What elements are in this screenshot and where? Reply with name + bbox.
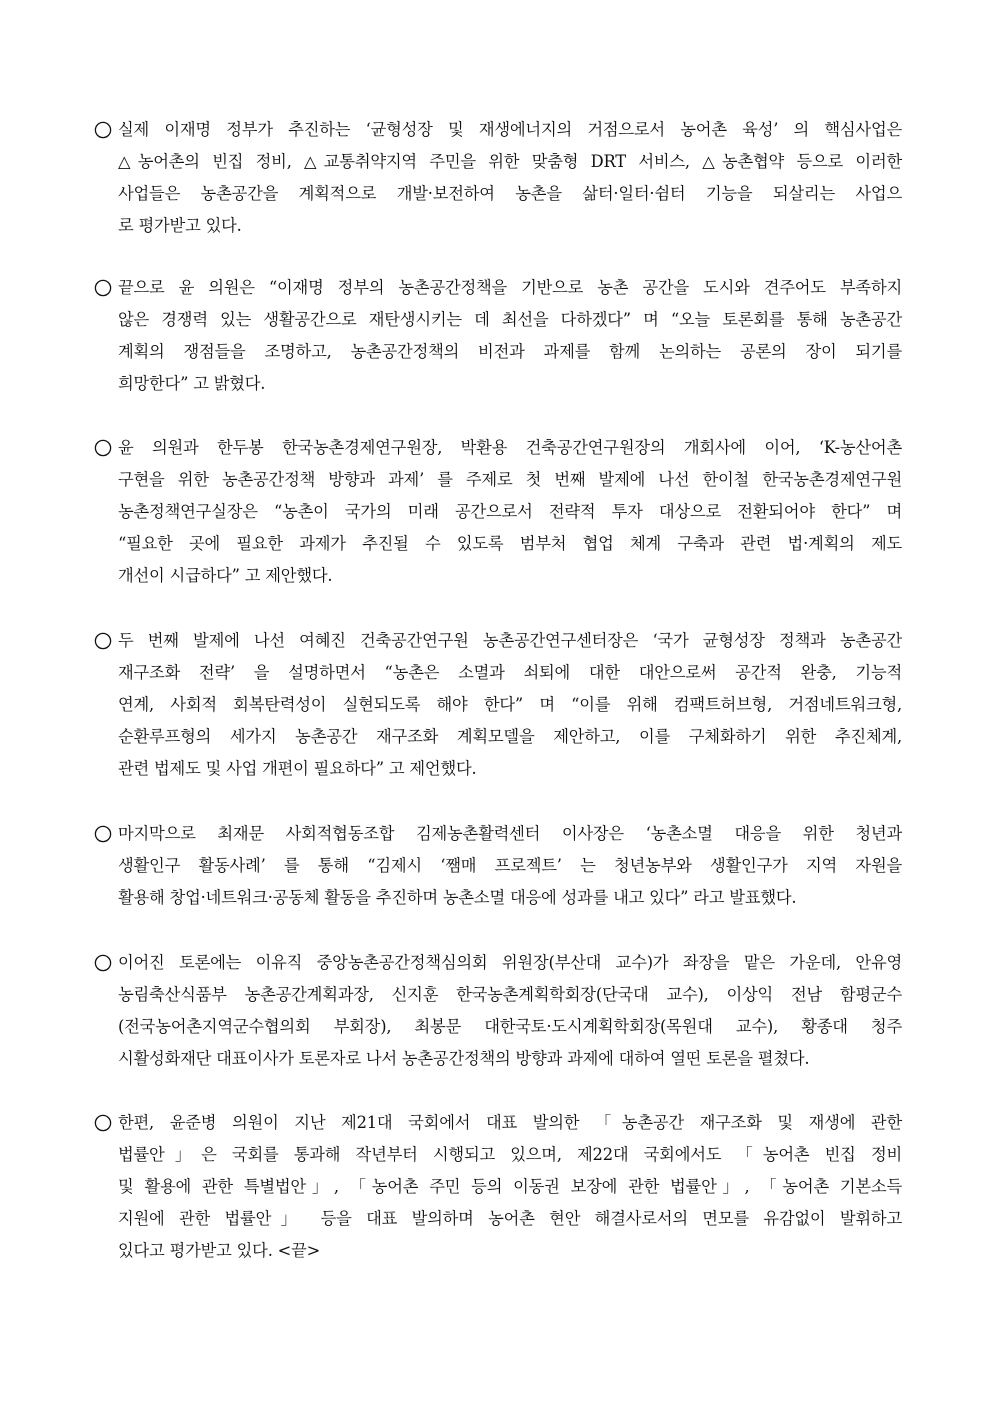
text-line: 개선이 시급하다” 고 제안했다.: [118, 566, 333, 585]
text-line: 관련 법제도 및 사업 개편이 필요하다” 고 제언했다.: [118, 759, 477, 778]
circle-bullet-icon: [94, 1107, 118, 1132]
paragraph-text: [118, 114, 902, 242]
text-line: 윤 의원과 한두봉 한국농촌경제연구원장, 박환용 건축공간연구원장의 개회사에 이어, ‘K-농산어촌: [118, 438, 902, 457]
text-line: 및 활용에 관한 특별법안」, 「농어촌 주민 등의 이동권 보장에 관한 법률안」, 「농어촌 기본소득: [118, 1177, 902, 1196]
circle-bullet-icon: [94, 818, 118, 843]
circle-bullet-icon: [94, 625, 118, 650]
circle-bullet-icon: [94, 432, 118, 457]
circle-bullet-icon: [94, 947, 118, 972]
text-line: 농촌정책연구실장은 “농촌이 국가의 미래 공간으로서 전략적 투자 대상으로 전환되어야 한다” 며: [118, 502, 902, 521]
paragraph-text: [118, 432, 902, 592]
text-line: 법률안」은 국회를 통과해 작년부터 시행되고 있으며, 제22대 국회에서도 「농어촌 빈집 정비: [118, 1145, 902, 1164]
text-line: 순환루프형의 세가지 농촌공간 재구조화 계획모델을 제안하고, 이를 구체화하기 위한 추진체계,: [118, 727, 902, 746]
text-line: 한편, 윤준병 의원이 지난 제21대 국회에서 대표 발의한 「농촌공간 재구조화 및 재생에 관한: [118, 1113, 902, 1132]
bullet-paragraph: [94, 1107, 902, 1267]
text-line: 희망한다” 고 밝혔다.: [118, 374, 266, 393]
text-line: 연계, 사회적 회복탄력성이 실현되도록 해야 한다” 며 “이를 위해 컴팩트허브형, 거점네트워크형,: [118, 695, 902, 714]
text-line: 계획의 쟁점들을 조명하고, 농촌공간정책의 비전과 과제를 함께 논의하는 공론의 장이 되기를: [118, 342, 902, 361]
text-line: 생활인구 활동사례’ 를 통해 “김제시 ‘쨈매 프로젝트’ 는 청년농부와 생활인구가 지역 자원을: [118, 856, 902, 875]
text-line: 농림축산식품부 농촌공간계획과장, 신지훈 한국농촌계획학회장(단국대 교수), 이상익 전남 함평군수: [118, 985, 902, 1004]
text-line: 실제 이재명 정부가 추진하는 ‘균형성장 및 재생에너지의 거점으로서 농어촌 육성’ 의 핵심사업은: [118, 120, 902, 139]
paragraph-text: [118, 272, 902, 400]
circle-bullet-icon: [94, 272, 118, 297]
text-line: 않은 경쟁력 있는 생활공간으로 재탄생시키는 데 최선을 다하겠다” 며 “오늘 토론회를 통해 농촌공간: [118, 310, 902, 329]
paragraph-text: [118, 625, 902, 785]
bullet-paragraph: [94, 114, 902, 242]
paragraph-text: [118, 818, 902, 914]
text-line: △농어촌의 빈집 정비, △교통취약지역 주민을 위한 맞춤형 DRT 서비스, △농촌협약 등으로 이러한: [118, 152, 902, 171]
text-line: 시활성화재단 대표이사가 토론자로 나서 농촌공간정책의 방향과 과제에 대하여 열띤 토론을 펼쳤다.: [118, 1049, 810, 1068]
text-line: 두 번째 발제에 나선 여혜진 건축공간연구원 농촌공간연구센터장은 ‘국가 균형성장 정책과 농촌공간: [118, 631, 902, 650]
bullet-paragraph: [94, 432, 902, 592]
bullet-paragraph: [94, 272, 902, 400]
text-line: 로 평가받고 있다.: [118, 216, 242, 235]
paragraph-text: [118, 947, 902, 1075]
bullet-paragraph: [94, 947, 902, 1075]
text-line: 끝으로 윤 의원은 “이재명 정부의 농촌공간정책을 기반으로 농촌 공간을 도시와 견주어도 부족하지: [118, 278, 902, 297]
bullet-paragraph: [94, 818, 902, 914]
circle-bullet-icon: [94, 114, 118, 139]
paragraph-text: [118, 1107, 902, 1267]
text-line: 지원에 관한 법률안」 등을 대표 발의하며 농어촌 현안 해결사로서의 면모를 유감없이 발휘하고: [118, 1209, 902, 1228]
text-line: (전국농어촌지역군수협의회 부회장), 최봉문 대한국토·도시계획학회장(목원대 교수), 황종대 청주: [118, 1017, 902, 1036]
text-line: 활용해 창업·네트워크·공동체 활동을 추진하며 농촌소멸 대응에 성과를 내고 있다” 라고 발표했다.: [118, 888, 797, 907]
text-line: “필요한 곳에 필요한 과제가 추진될 수 있도록 범부처 협업 체계 구축과 관련 법·계획의 제도: [118, 534, 902, 553]
text-line: 있다고 평가받고 있다. <끝>: [118, 1241, 321, 1260]
text-line: 마지막으로 최재문 사회적협동조합 김제농촌활력센터 이사장은 ‘농촌소멸 대응을 위한 청년과: [118, 824, 902, 843]
text-line: 사업들은 농촌공간을 계획적으로 개발·보전하여 농촌을 삶터·일터·쉼터 기능을 되살리는 사업으: [118, 184, 902, 203]
text-line: 이어진 토론에는 이유직 중앙농촌공간정책심의회 위원장(부산대 교수)가 좌장을 맡은 가운데, 안유영: [118, 953, 902, 972]
bullet-paragraph: [94, 625, 902, 785]
text-line: 구현을 위한 농촌공간정책 방향과 과제’ 를 주제로 첫 번째 발제에 나선 한이철 한국농촌경제연구원: [118, 470, 902, 489]
bullet-list: [94, 114, 902, 1267]
text-line: 재구조화 전략’ 을 설명하면서 “농촌은 소멸과 쇠퇴에 대한 대안으로써 공간적 완충, 기능적: [118, 663, 902, 682]
